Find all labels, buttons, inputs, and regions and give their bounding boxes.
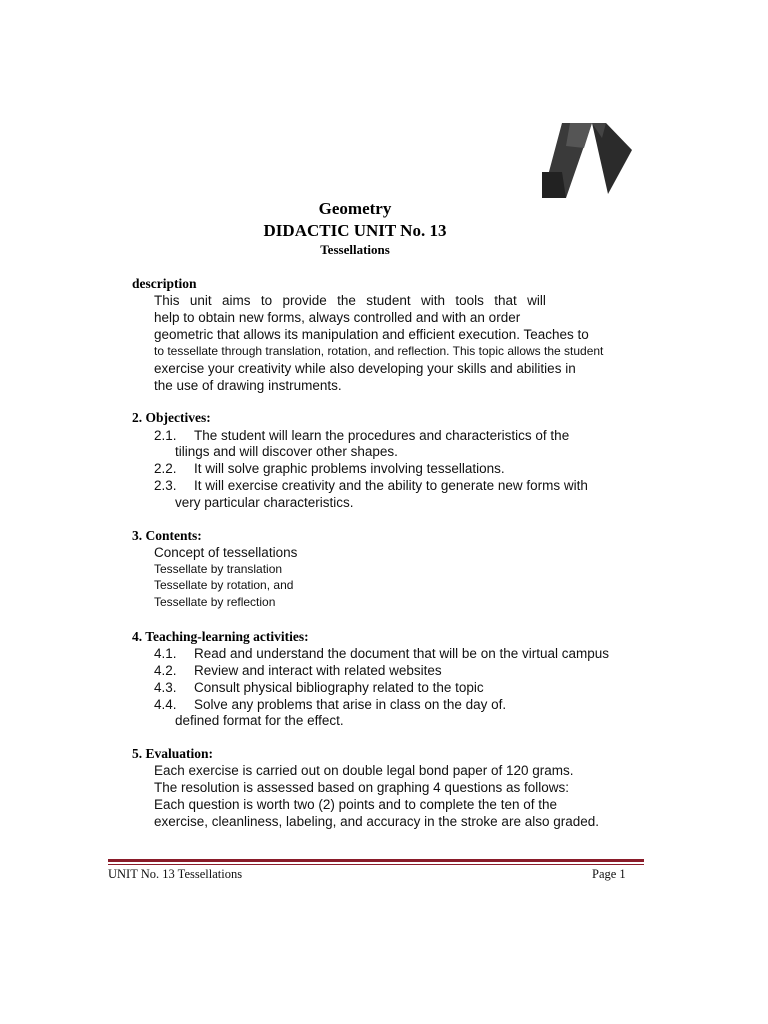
description-line: the use of drawing instruments. (154, 378, 342, 393)
description-line: help to obtain new forms, always controlled and with an order (154, 310, 521, 325)
objective-item-cont: tilings and will discover other shapes. (175, 444, 398, 459)
description-line: to tessellate through translation, rotation, and reflection. This topic allows the student (154, 344, 604, 358)
activity-item: 4.4. Solve any problems that arise in class on the day of. (154, 697, 507, 712)
description-line: exercise your creativity while also developing your skills and abilities in (154, 361, 576, 376)
description-line: geometric that allows its manipulation and efficient execution. Teaches to (154, 327, 589, 342)
contents-item: Concept of tessellations (154, 545, 298, 560)
contents-item: Tessellate by rotation, and (154, 578, 294, 592)
contents-item: Tessellate by translation (154, 562, 283, 576)
contents-item: Tessellate by reflection (154, 595, 276, 609)
activity-item: 4.2. Review and interact with related websites (154, 663, 442, 678)
evaluation-line: The resolution is assessed based on graphing 4 questions as follows: (154, 780, 569, 795)
objective-item: 2.1. The student will learn the procedures and characteristics of the (154, 428, 570, 443)
evaluation-line: exercise, cleanliness, labeling, and accuracy in the stroke are also graded. (154, 814, 599, 829)
unit-title: DIDACTIC UNIT No. 13 (263, 221, 447, 240)
objective-item: 2.2. It will solve graphic problems involving tessellations. (154, 461, 505, 476)
topic-title: Tessellations (320, 242, 390, 257)
footer-unit-label: UNIT No. 13 Tessellations (108, 867, 243, 881)
activity-item: 4.3. Consult physical bibliography related to the topic (154, 680, 484, 695)
footer-rule (108, 859, 644, 862)
objective-item: 2.3. It will exercise creativity and the ability to generate new forms with (154, 478, 588, 493)
evaluation-heading: 5. Evaluation: (132, 746, 214, 761)
logo (540, 120, 636, 198)
footer-page-number: Page 1 (592, 867, 626, 881)
description-heading: description (132, 276, 197, 291)
footer-rule-thin (108, 864, 644, 865)
objective-item-cont: very particular characteristics. (175, 495, 354, 510)
evaluation-line: Each exercise is carried out on double legal bond paper of 120 grams. (154, 763, 574, 778)
subject-title: Geometry (318, 199, 392, 218)
contents-heading: 3. Contents: (132, 528, 202, 543)
objectives-heading: 2. Objectives: (132, 410, 211, 425)
activities-heading: 4. Teaching-learning activities: (132, 629, 309, 644)
activity-item: 4.1. Read and understand the document that will be on the virtual campus (154, 646, 610, 661)
activity-item-cont: defined format for the effect. (175, 713, 344, 728)
description-line: This unit aims to provide the student with tools that will (154, 293, 546, 308)
evaluation-line: Each question is worth two (2) points and to complete the ten of the (154, 797, 557, 812)
